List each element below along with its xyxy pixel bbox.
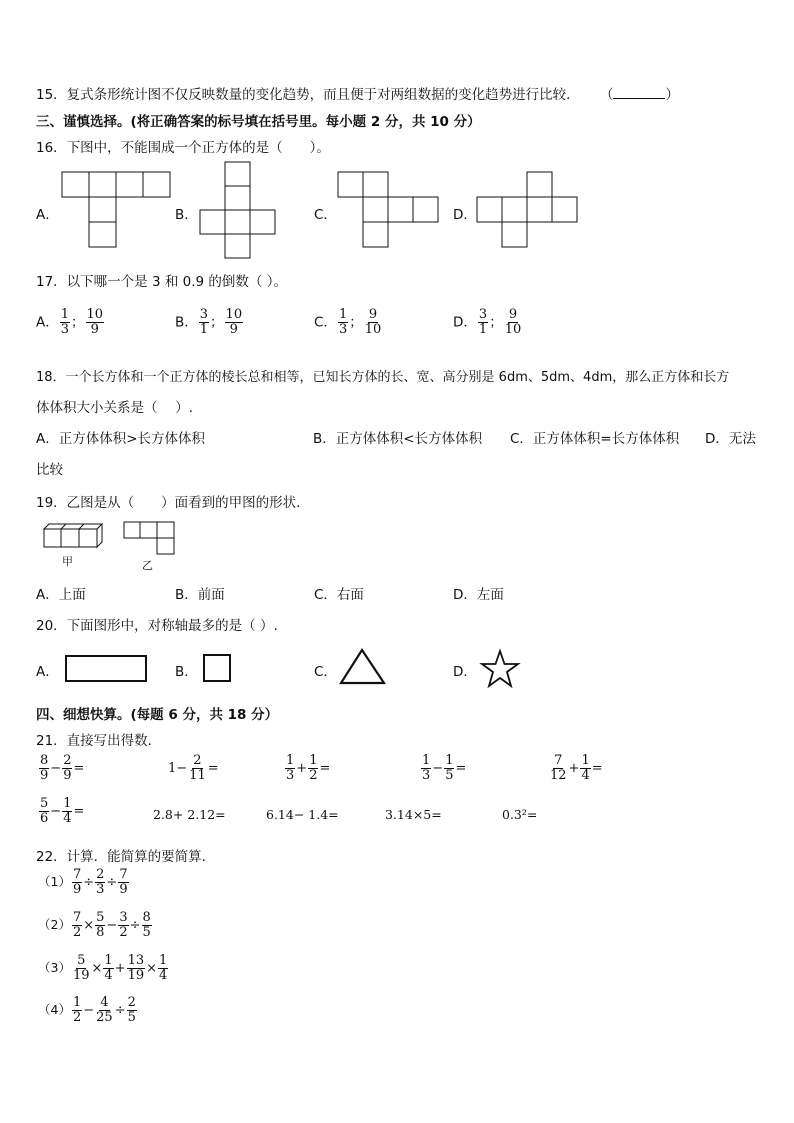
q19-option-d[interactable]: D．左面 <box>453 587 504 603</box>
q21-expr-3[interactable]: $\frac{1}{3}$ + $\frac{1}{2}$ = <box>286 753 331 783</box>
answer-blank[interactable] <box>613 86 665 99</box>
question-21: 21．直接写出得数． <box>36 733 162 749</box>
question-15-text: 15．复式条形统计图不仅反映数量的变化趋势，而且便于对两组数据的变化趋势进行比较． <box>36 87 580 103</box>
q21-expr-10[interactable]: 0.3²= <box>502 807 538 822</box>
square-shape <box>203 654 233 684</box>
q19-option-c[interactable]: C．右面 <box>314 587 364 603</box>
triangle-shape <box>340 648 386 686</box>
q18-option-d[interactable]: D．无法 <box>705 431 756 447</box>
q16-net-c <box>338 172 438 250</box>
q19-option-a[interactable]: A．上面 <box>36 587 86 603</box>
q21-expr-2[interactable]: 1− $\frac{2}{11}$ = <box>168 753 219 783</box>
q17-option-c[interactable]: C． $\frac{1}{3}$ ； $\frac{9}{10}$ <box>314 307 382 337</box>
question-16: 16．下图中，不能围成一个正方体的是（ ）。 <box>36 140 330 156</box>
q16-option-c-label[interactable]: C． <box>314 207 337 223</box>
figure-yi-view <box>124 522 176 556</box>
q18-option-a[interactable]: A．正方体体积>长方体体积 <box>36 431 206 447</box>
q18-option-b[interactable]: B．正方体体积<长方体体积 <box>313 431 483 447</box>
q20-option-a-label[interactable]: A． <box>36 664 59 680</box>
q22-item-2[interactable]: （2） $\frac{7}{2}$ × $\frac{5}{8}$ − $\frac{3}{2}$ ÷ $\frac{8}{5}$ <box>38 910 151 940</box>
section-4-title: 四、细想快算。(每题 6 分，共 18 分） <box>36 707 279 723</box>
q20-option-c-label[interactable]: C． <box>314 664 337 680</box>
question-19: 19．乙图是从（ ）面看到的甲图的形状． <box>36 495 310 511</box>
q18-option-c[interactable]: C．正方体体积=长方体体积 <box>510 431 680 447</box>
question-22: 22．计算．能简算的要简算． <box>36 849 216 865</box>
question-15 <box>36 83 679 103</box>
answer-close: ） <box>665 87 679 103</box>
q19-option-b[interactable]: B．前面 <box>175 587 225 603</box>
q21-expr-6[interactable]: $\frac{5}{6}$ − $\frac{1}{4}$ = <box>40 796 85 826</box>
figure-jia-label: 甲 <box>62 555 73 568</box>
q16-net-a <box>62 172 172 248</box>
section-3-title: 三、谨慎选择。(将正确答案的标号填在括号里。每小题 2 分，共 10 分） <box>36 114 481 130</box>
q20-option-d-label[interactable]: D． <box>453 664 477 680</box>
q21-expr-5[interactable]: $\frac{7}{12}$ + $\frac{1}{4}$ = <box>550 753 603 783</box>
figure-yi-label: 乙 <box>142 559 153 572</box>
q16-option-d-label[interactable]: D． <box>453 207 477 223</box>
q18-option-d-wrap: 比较 <box>36 462 63 478</box>
q21-expr-4[interactable]: $\frac{1}{3}$ − $\frac{1}{5}$ = <box>422 753 467 783</box>
q21-expr-8[interactable]: 6.14− 1.4= <box>266 807 339 822</box>
rectangle-shape <box>65 655 149 683</box>
q21-expr-9[interactable]: 3.14×5= <box>385 807 442 822</box>
q17-option-b[interactable]: B． $\frac{3}{1}$ ； $\frac{10}{9}$ <box>175 307 243 337</box>
q21-expr-1[interactable]: $\frac{8}{9}$ − $\frac{2}{9}$ = <box>40 753 85 783</box>
q17-option-a[interactable]: A． $\frac{1}{3}$ ； $\frac{10}{9}$ <box>36 307 104 337</box>
star-shape <box>480 650 520 688</box>
question-17: 17．以下哪一个是 3 和 0.9 的倒数（ ）。 <box>36 274 287 290</box>
question-18-line-1: 18．一个长方体和一个正方体的棱长总和相等，已知长方体的长、宽、高分别是 6dm、5dm、4dm，那么正方体和长方 <box>36 370 730 385</box>
q20-option-b-label[interactable]: B． <box>175 664 198 680</box>
q16-option-a-label[interactable]: A． <box>36 207 59 223</box>
answer-open: （ <box>599 87 614 103</box>
question-20: 20．下面图形中，对称轴最多的是（ ）. <box>36 618 278 634</box>
question-18-line-2: 体体积大小关系是（ ）. <box>36 400 194 416</box>
q22-item-3[interactable]: （3） $\frac{5}{19}$ × $\frac{1}{4}$ + $\frac{13}{19}$ × $\frac{1}{4}$ <box>38 953 168 983</box>
q16-net-d <box>477 172 579 250</box>
q16-net-b <box>200 162 276 260</box>
q22-item-1[interactable]: （1） $\frac{7}{9}$ ÷ $\frac{2}{3}$ ÷ $\frac{7}{9}$ <box>38 867 128 897</box>
q17-option-d[interactable]: D． $\frac{3}{1}$ ； $\frac{9}{10}$ <box>453 307 522 337</box>
q22-item-4[interactable]: （4） $\frac{1}{2}$ − $\frac{4}{25}$ ÷ $\frac{2}{5}$ <box>38 995 136 1025</box>
q16-option-b-label[interactable]: B． <box>175 207 198 223</box>
q21-expr-7[interactable]: 2.8+ 2.12= <box>153 807 226 822</box>
figure-jia-cubes <box>44 521 104 551</box>
